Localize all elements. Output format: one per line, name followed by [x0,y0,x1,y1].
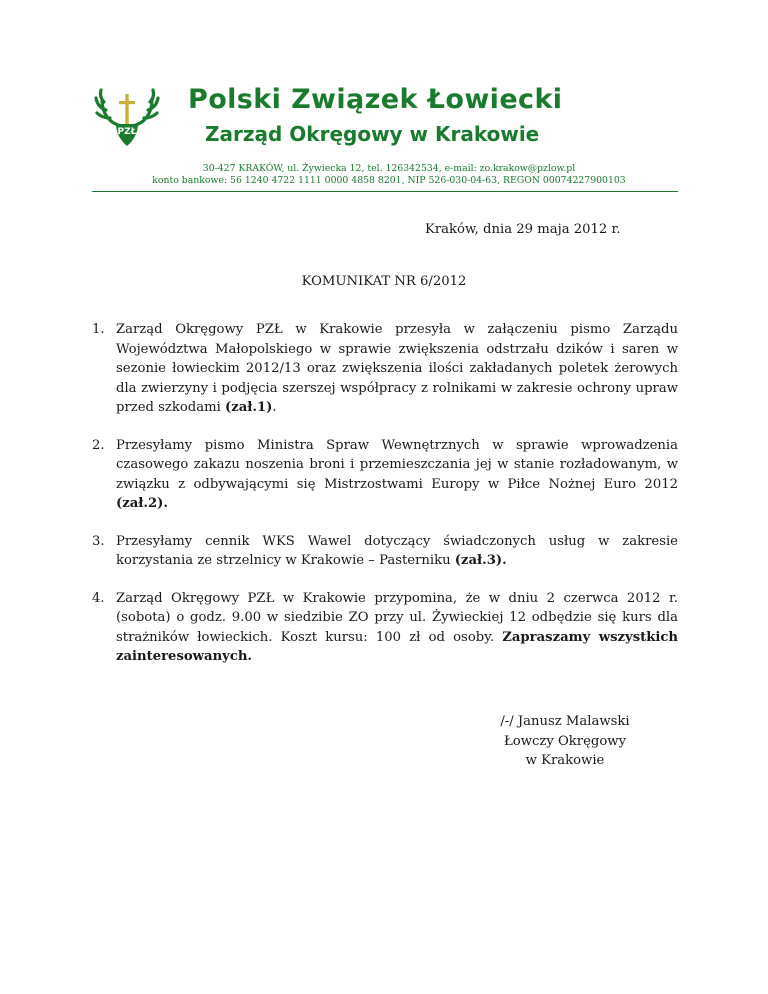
organization-title: Polski Związek Łowiecki [188,84,563,115]
item-number: 1. [92,322,105,337]
contact-bank: konto bankowe: 56 1240 4722 1111 0000 4858 8201, NIP 526-030-04-63, REGON 00074227900103 [152,175,626,186]
list-item [92,589,678,667]
item-number: 4. [92,590,105,606]
item-text: Zarząd Okręgowy PZŁ w Krakowie przypomina, że w dniu 2 czerwca 2012 r. (sobota) o godz. 9.00 w siedzibie ZO przy ul. Żywieckiej 12 odbędzie się kurs dla strażników łowieckich. Koszt kursu: 100 zł od osoby. [116,590,678,645]
signature-role: Łowczy Okręgowy [503,733,627,749]
item-tail: . [272,400,277,415]
item-attachment: (zał.1) [225,400,273,415]
document-date: Kraków, dnia 29 maja 2012 r. [425,222,621,237]
list-item [92,532,678,571]
item-number: 3. [92,533,105,549]
letterhead-divider [92,191,678,192]
organization-subtitle: Zarząd Okręgowy w Krakowie [205,122,540,146]
item-text: Przesyłamy pismo Ministra Spraw Wewnętrznych w sprawie wprowadzenia czasowego zakazu noszenia broni i przemieszczania jej w stanie rozładowanym, w związku z odbywającymi się Mistrzostwami Europy w Piłce Nożnej Euro 2012 [116,437,678,492]
list-item [92,320,678,418]
item-number: 2. [92,437,105,453]
item-text: Przesyłamy cennik WKS Wawel dotyczący świadczonych usług w zakresie korzystania ze strzelnicy w Krakowie – Pasterniku [116,533,678,568]
signature-block [470,712,660,771]
pzl-logo-icon [92,80,162,150]
announcement-list [92,320,678,685]
item-attachment: (zał.3). [454,553,507,568]
logo-text: PZŁ [117,127,137,137]
item-text: Zarząd Okręgowy PZŁ w Krakowie przesyła w załączeniu pismo Zarządu Województwa Małopolskiego w sprawie zwiększenia odstrzału dzików i saren w sezonie łowieckim 2012/13 oraz zwiększenia ilości zakładanych poletek żerowych dla zwierzyny i podjęcia szerszej współpracy z rolnikami w zakresie ochrony upraw przed szkodami [116,322,678,415]
contact-address: 30-427 KRAKÓW, ul. Żywiecka 12, tel. 126342534, e-mail: zo.krakow@pzlow.pl [202,163,576,174]
signature-location: w Krakowie [525,753,605,768]
item-invitation: Zapraszamy wszystkich zainteresowanych. [116,629,678,664]
item-attachment: (zał.2). [116,496,168,511]
signature-name: /-/ Janusz Malawski [500,714,630,729]
document-heading: KOMUNIKAT NR 6/2012 [301,274,467,289]
list-item [92,436,678,514]
